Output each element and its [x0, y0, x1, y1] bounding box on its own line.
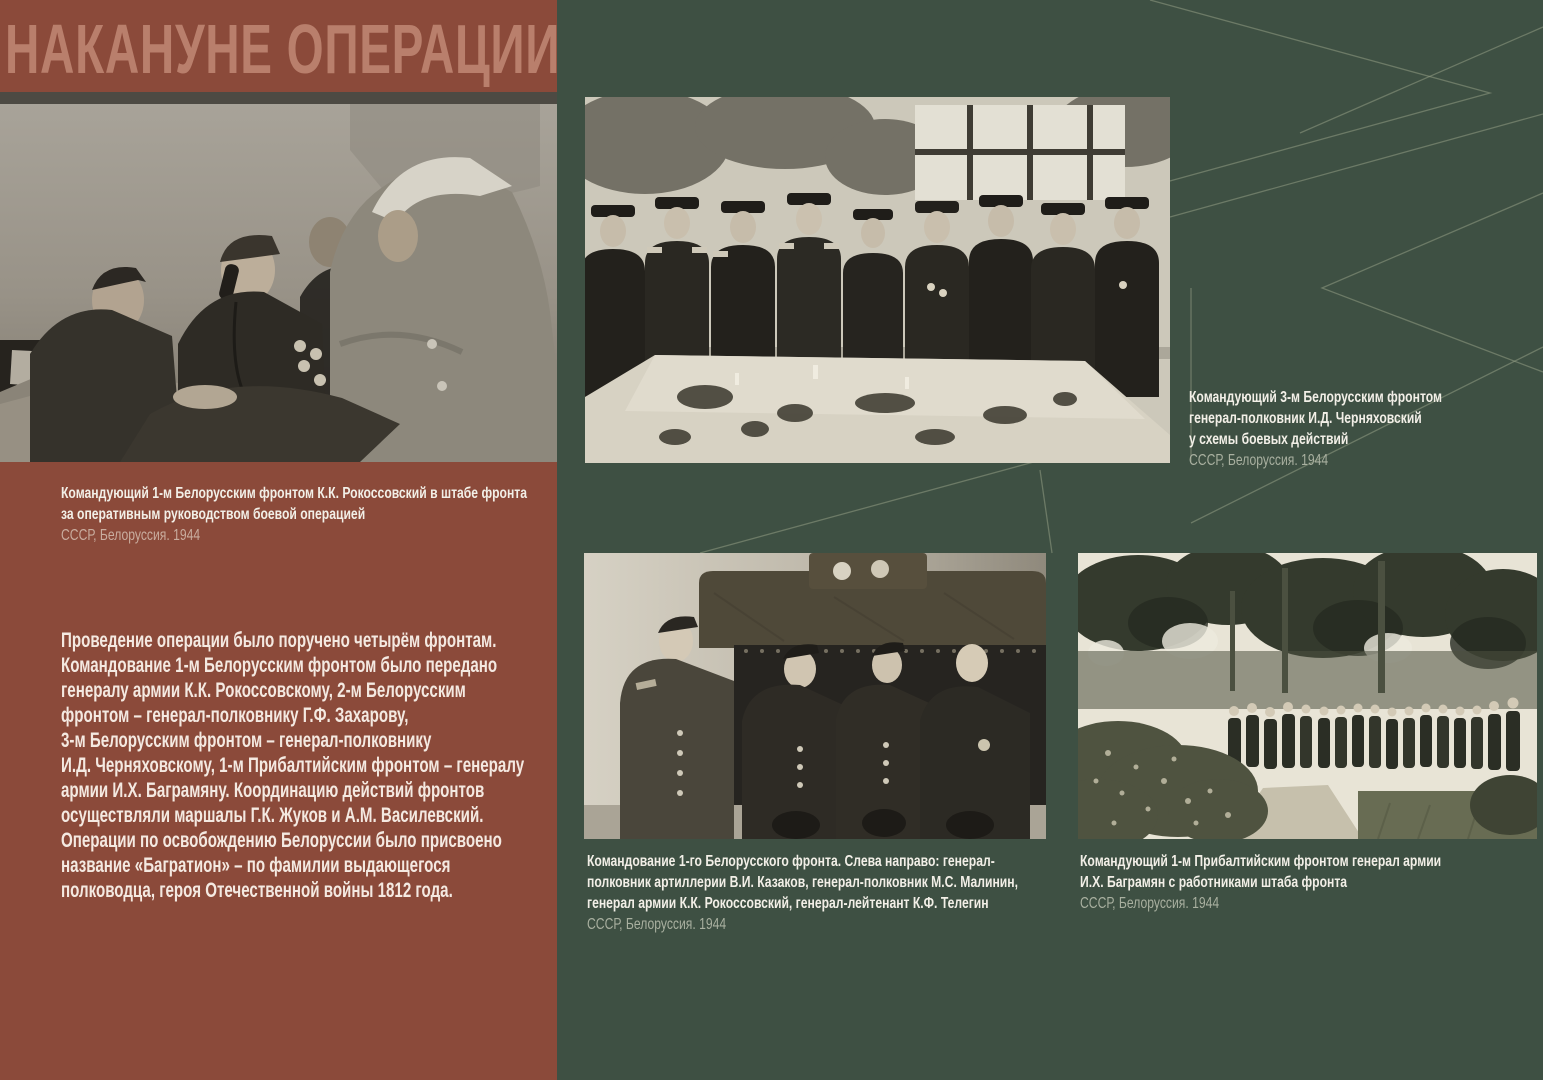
photo-rokossovsky-illustration: [0, 92, 557, 462]
body-line: армии И.Х. Баграмяну. Координацию действий фронтов: [61, 779, 485, 802]
page-title: НАКАНУНЕ ОПЕРАЦИИ: [5, 10, 561, 88]
photo-command-illustration: [584, 553, 1046, 839]
body-paragraph: [61, 628, 524, 903]
caption-credit: СССР, Белоруссия. 1944: [587, 916, 727, 933]
photo-1st-belorussian-front-command: [584, 553, 1046, 839]
body-line: 3-м Белорусским фронтом – генерал-полковнику: [61, 729, 432, 752]
body-line: Проведение операции было поручено четырём фронтам.: [61, 629, 497, 652]
photo-chernyakhovsky-illustration: [585, 97, 1170, 463]
body-line: название «Багратион» – по фамилии выдающегося: [61, 854, 451, 877]
body-line: Командование 1-м Белорусским фронтом было передано: [61, 654, 498, 677]
body-line: Операции по освобождению Белоруссии было присвоено: [61, 829, 502, 852]
caption-line: И.Х. Баграмян с работниками штаба фронта: [1080, 874, 1348, 891]
caption-line: Командование 1-го Белорусского фронта. Слева направо: генерал-: [587, 853, 995, 870]
caption-line: у схемы боевых действий: [1189, 431, 1349, 448]
caption-bottom-left-photo: [587, 851, 1018, 935]
caption-line: генерал армии К.К. Рокоссовский, генерал-лейтенант К.Ф. Телегин: [587, 895, 989, 912]
body-line: И.Д. Черняховскому, 1-м Прибалтийским фронтом – генералу: [61, 754, 525, 777]
caption-line: Командующий 1-м Прибалтийским фронтом генерал армии: [1080, 853, 1442, 870]
photo-bagramyan-illustration: [1078, 553, 1537, 839]
caption-line: Командующий 3-м Белорусским фронтом: [1189, 389, 1443, 406]
caption-top-right-photo: [1189, 387, 1442, 471]
caption-credit: СССР, Белоруссия. 1944: [1080, 895, 1220, 912]
body-line: осуществляли маршалы Г.К. Жуков и А.М. Василевский.: [61, 804, 484, 827]
caption-credit: СССР, Белоруссия. 1944: [1189, 452, 1329, 469]
photo-bagramyan-staff: [1078, 553, 1537, 839]
caption-credit: СССР, Белоруссия. 1944: [61, 527, 201, 544]
photo-rokossovsky-headquarters: [0, 92, 557, 462]
caption-line: Командующий 1-м Белорусским фронтом К.К. Рокоссовский в штабе фронта: [61, 485, 528, 502]
caption-bottom-right-photo: [1080, 851, 1441, 914]
caption-left-photo: [61, 483, 527, 546]
caption-line: генерал-полковник И.Д. Черняховский: [1189, 410, 1422, 427]
caption-line: за оперативным руководством боевой операцией: [61, 506, 366, 523]
body-line: полководца, героя Отечественной войны 1812 года.: [61, 879, 453, 902]
body-line: фронтом – генерал-полковнику Г.Ф. Захарову,: [61, 704, 409, 727]
caption-line: полковник артиллерии В.И. Казаков, генерал-полковник М.С. Малинин,: [587, 874, 1018, 891]
body-line: генералу армии К.К. Рокоссовскому, 2-м Белорусским: [61, 679, 466, 702]
photo-chernyakhovsky-battle-plan: [585, 97, 1170, 463]
